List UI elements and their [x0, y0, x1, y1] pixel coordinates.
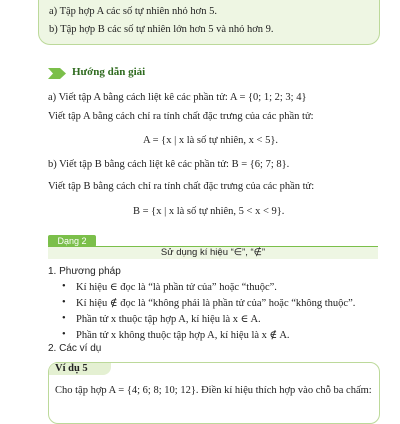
guide-b-list: b) Viết tập B bằng cách liệt kê các phần tử: B = {6; 7; 8}.	[48, 159, 290, 170]
task-b: b) Tập hợp B các số tự nhiên lớn hơn 5 và nhỏ hơn 9.	[49, 24, 274, 35]
method-bullet: Phần tử x thuộc tập hợp A, kí hiệu là x ∈ A.	[76, 314, 261, 325]
method-bullet: Phần tử x không thuộc tập hợp A, kí hiệu là x ∉ A.	[76, 330, 290, 341]
guide-b-formula: B = {x | x là số tự nhiên, 5 < x < 9}.	[133, 206, 285, 217]
guide-title: Hướng dẫn giải	[72, 66, 146, 78]
chevron-arrow-icon	[48, 68, 66, 79]
bullet-dot: •	[62, 297, 66, 308]
guide-a-formula: A = {x | x là số tự nhiên, x < 5}.	[143, 135, 279, 146]
guide-a-prop-intro: Viết tập A bằng cách chỉ ra tính chất đặc trưng của các phần tử:	[48, 111, 314, 122]
exercise-box	[38, 0, 380, 45]
bullet-dot: •	[62, 313, 66, 324]
bullet-dot: •	[62, 329, 66, 340]
guide-a-list: a) Viết tập A bằng cách liệt kê các phần tử: A = {0; 1; 2; 3; 4}	[48, 92, 307, 103]
dang-badge: Dạng 2	[48, 235, 96, 247]
dang-title: Sử dụng kí hiệu “∈”, “∉”	[48, 247, 378, 259]
guide-b-prop-intro: Viết tập B bằng cách chỉ ra tính chất đặc trưng của các phần tử:	[48, 181, 315, 192]
examples-heading: 2. Các ví dụ	[48, 343, 102, 354]
example-box	[48, 362, 380, 424]
example-label: Ví dụ 5	[49, 363, 111, 375]
method-bullet: Kí hiệu ∈ đọc là “là phần tử của” hoặc “thuộc”.	[76, 282, 277, 293]
method-heading: 1. Phương pháp	[48, 266, 121, 277]
example-text: Cho tập hợp A = {4; 6; 8; 10; 12}. Điền kí hiệu thích hợp vào chỗ ba chấm:	[55, 385, 372, 396]
method-bullet: Kí hiệu ∉ đọc là “không phải là phần tử của” hoặc “không thuộc”.	[76, 298, 356, 309]
bullet-dot: •	[62, 281, 66, 292]
task-a: a) Tập hợp A các số tự nhiên nhỏ hơn 5.	[49, 6, 217, 17]
